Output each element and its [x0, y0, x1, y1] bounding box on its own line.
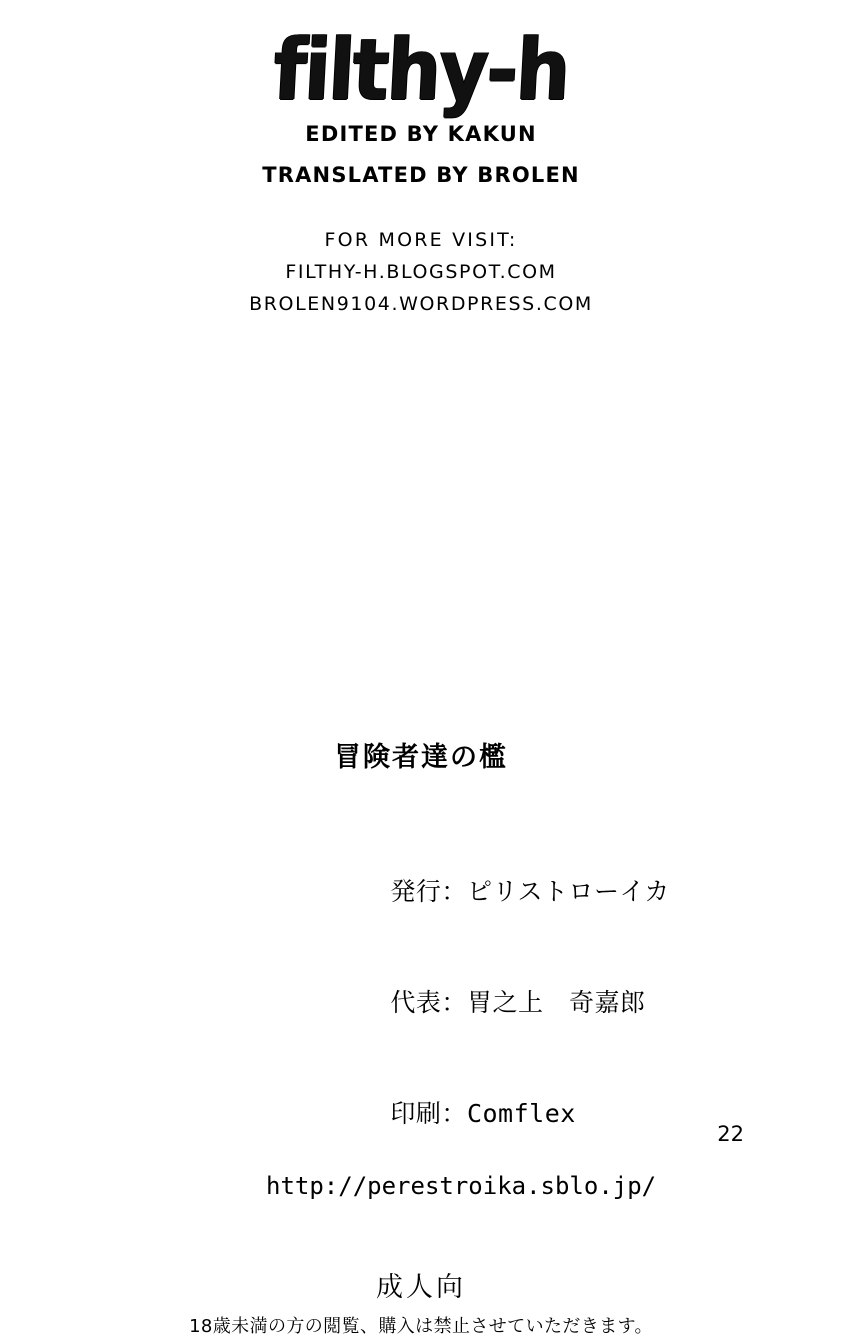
work-title: 冒険者達の檻	[334, 742, 508, 773]
publisher-value: ピリストローイカ	[466, 877, 670, 906]
blog-link-2[interactable]: BROLEN9104.WORDPRESS.COM	[249, 293, 593, 316]
printer-value: Comflex	[466, 1099, 576, 1128]
colophon-block	[0, 735, 842, 1338]
imprint-row	[266, 1058, 842, 1169]
printer-label: 印刷：	[390, 1099, 467, 1128]
representative-label: 代表：	[390, 988, 467, 1017]
imprint-row	[266, 836, 842, 947]
blog-link-1[interactable]: FILTHY-H.BLOGSPOT.COM	[285, 261, 557, 284]
imprint-row	[266, 947, 842, 1058]
credits-block	[0, 19, 842, 316]
filthy-h-logo: filthy-h	[271, 19, 572, 120]
adult-note: 18歳未満の方の閲覧、購入は禁止させていただきます。	[189, 1315, 653, 1337]
adult-notice	[0, 1265, 842, 1338]
adult-heading: 成人向	[376, 1271, 466, 1303]
imprint-list	[266, 836, 842, 1205]
visit-label: FOR MORE VISIT:	[324, 229, 518, 252]
translated-by-line: TRANSLATED BY BROLEN	[262, 163, 580, 188]
publisher-label: 発行：	[390, 877, 467, 906]
edited-by-line: EDITED BY KAKUN	[305, 122, 537, 147]
representative-value: 胃之上 奇嘉郎	[466, 988, 646, 1017]
page-number: 22	[717, 1122, 744, 1146]
publisher-url[interactable]: http://perestroika.sblo.jp/	[266, 1172, 657, 1200]
